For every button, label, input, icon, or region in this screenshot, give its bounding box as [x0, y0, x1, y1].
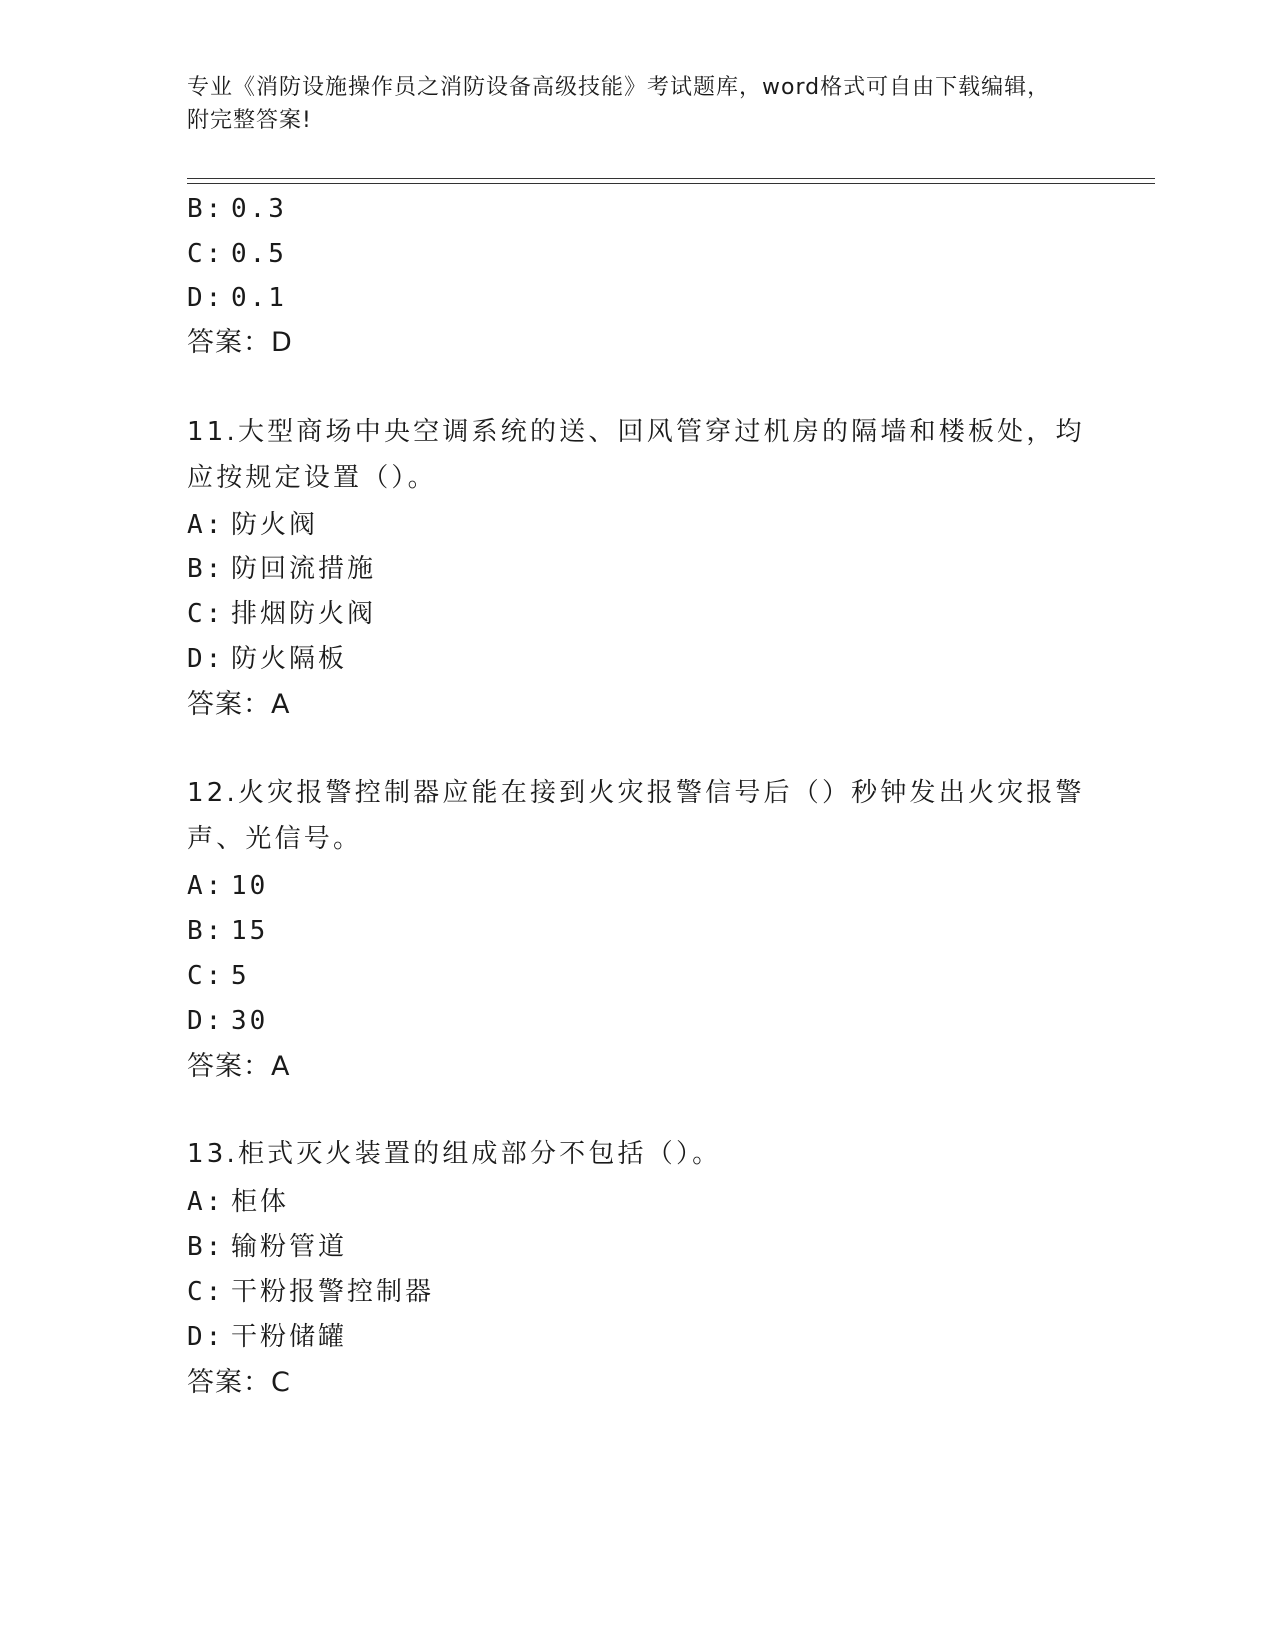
option-label: A:: [187, 1187, 225, 1217]
option-text: 排烟防火阀: [231, 599, 377, 629]
option-row: [187, 552, 376, 586]
document-header: 专业《消防设施操作员之消防设备高级技能》考试题库，word格式可自由下载编辑，附完整答案!: [187, 75, 1051, 133]
option-text: 10: [231, 871, 269, 901]
option-row: [187, 869, 268, 903]
option-text: 输粉管道: [231, 1232, 348, 1262]
option-text: 防火阀: [231, 510, 319, 540]
question-stem: 12.火灾报警控制器应能在接到火灾报警信号后（）秒钟发出火灾报警声、光信号。: [187, 778, 1085, 854]
option-label: C:: [187, 599, 225, 629]
option-row: [187, 281, 287, 315]
option-text: 5: [231, 961, 250, 991]
option-row: [187, 1275, 434, 1309]
header-rule-bottom: [187, 183, 1155, 184]
option-label: A:: [187, 871, 225, 901]
option-label: B:: [187, 916, 225, 946]
option-label: C:: [187, 1277, 225, 1307]
option-text: 30: [231, 1006, 269, 1036]
option-row: [187, 1320, 347, 1354]
option-text: 0.5: [231, 239, 287, 269]
question-stem: 11.大型商场中央空调系统的送、回风管穿过机房的隔墙和楼板处，均应按规定设置（）。: [187, 417, 1085, 493]
question-stem: 13.柜式灭火装置的组成部分不包括（）。: [187, 1139, 722, 1169]
answer-line: 答案：A: [187, 1051, 291, 1082]
option-row: [187, 192, 287, 226]
option-label: B:: [187, 1232, 225, 1262]
option-row: [187, 1004, 268, 1038]
option-label: C:: [187, 961, 225, 991]
option-row: [187, 597, 376, 631]
answer-line: 答案：D: [187, 327, 293, 358]
option-label: D:: [187, 283, 225, 313]
option-text: 柜体: [231, 1187, 290, 1217]
option-label: C:: [187, 239, 225, 269]
option-label: D:: [187, 1322, 225, 1352]
option-row: [187, 508, 318, 542]
option-text: 干粉报警控制器: [231, 1277, 435, 1307]
option-row: [187, 1185, 289, 1219]
option-row: [187, 642, 347, 676]
option-text: 防火隔板: [231, 644, 348, 674]
option-text: 防回流措施: [231, 554, 377, 584]
answer-line: 答案：C: [187, 1367, 291, 1398]
option-row: [187, 959, 250, 993]
option-row: [187, 1230, 347, 1264]
option-row: [187, 914, 268, 948]
option-label: A:: [187, 510, 225, 540]
option-text: 0.1: [231, 283, 287, 313]
option-label: B:: [187, 194, 225, 224]
option-label: D:: [187, 1006, 225, 1036]
option-text: 干粉储罐: [231, 1322, 348, 1352]
option-label: D:: [187, 644, 225, 674]
answer-line: 答案：A: [187, 689, 291, 720]
option-label: B:: [187, 554, 225, 584]
option-row: [187, 237, 287, 271]
option-text: 15: [231, 916, 269, 946]
option-text: 0.3: [231, 194, 287, 224]
header-rule-top: [187, 178, 1155, 179]
